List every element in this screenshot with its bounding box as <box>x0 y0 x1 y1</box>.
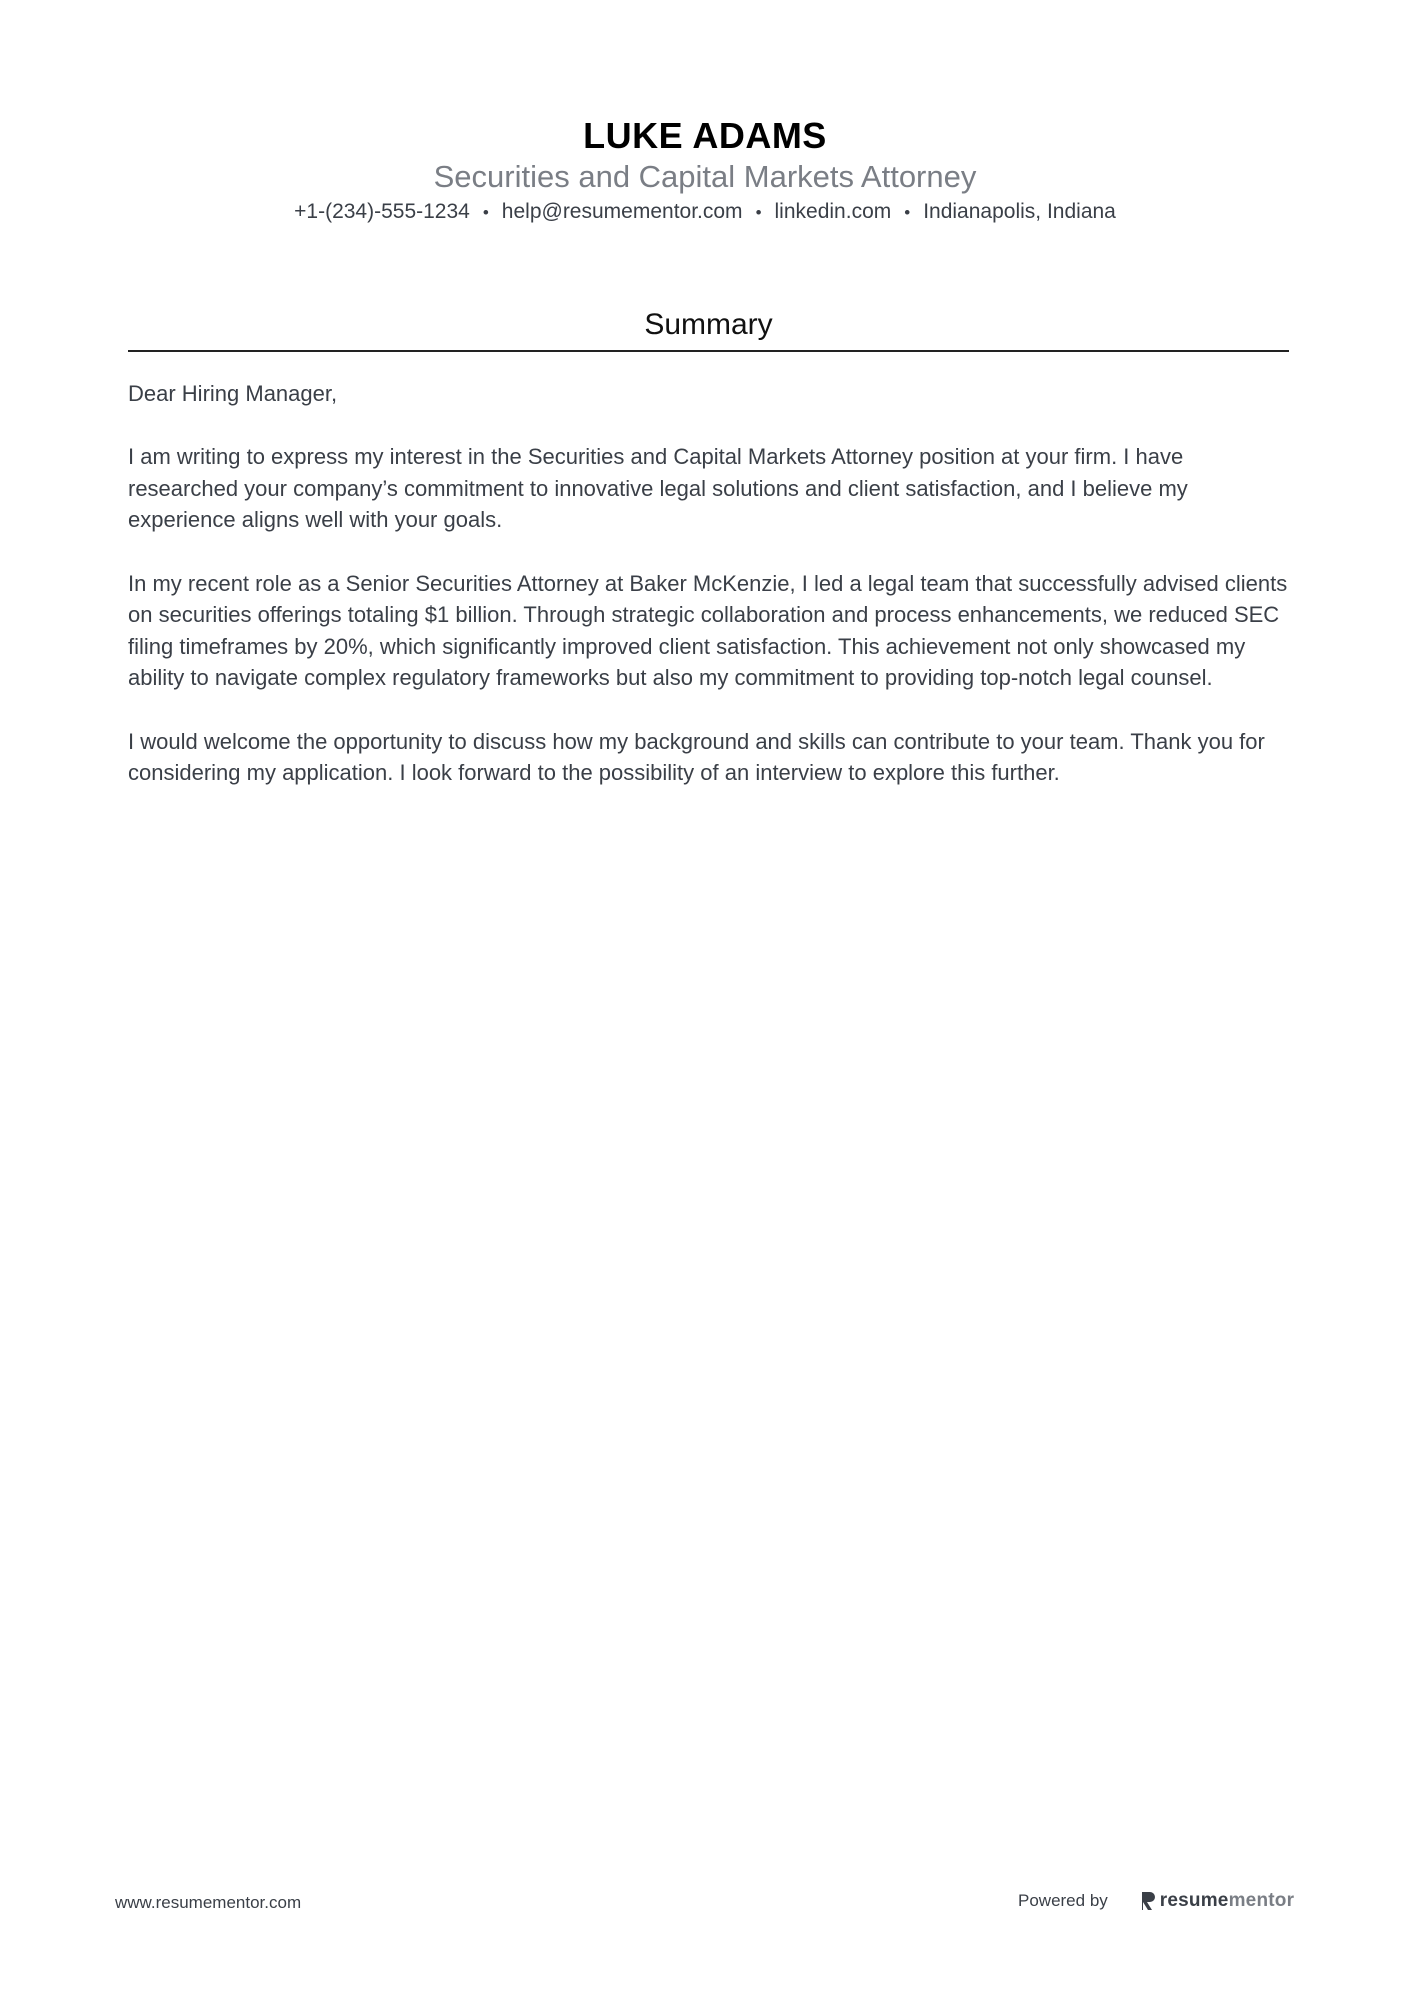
letter-paragraph-3: I would welcome the opportunity to discuss how my background and skills can contribute to your team. Thank you for considering my application. I look forward to the possibility of an interview to explore this further. <box>128 728 1265 786</box>
separator-dot: • <box>482 203 489 222</box>
letter-paragraph-1: I am writing to express my interest in the Securities and Capital Markets Attorney position at your firm. I have researched your company’s commitment to innovative legal solutions and client satisfaction, and I believe my experience aligns well with your goals. <box>128 444 1188 533</box>
header <box>0 114 1410 227</box>
phone-number: +1-(234)-555-1234 <box>294 200 470 223</box>
email-address: help@resumementor.com <box>501 200 743 223</box>
resumementor-logo-icon <box>1140 1890 1156 1912</box>
logo-wordmark-part2: mentor <box>1228 1890 1295 1911</box>
job-title: Securities and Capital Markets Attorney <box>433 159 977 194</box>
footer-website: www.resumementor.com <box>115 1893 302 1912</box>
section-heading-summary: Summary <box>128 304 1289 352</box>
location: Indianapolis, Indiana <box>923 200 1116 223</box>
powered-by-label: Powered by <box>1018 1891 1108 1910</box>
salutation: Dear Hiring Manager, <box>128 381 338 406</box>
logo-wordmark-part1: resume <box>1159 1890 1229 1911</box>
logo-wordmark <box>1160 1890 1294 1912</box>
separator-dot: • <box>904 203 911 222</box>
separator-dot: • <box>755 203 762 222</box>
candidate-name: LUKE ADAMS <box>583 115 827 156</box>
contact-line <box>0 198 1410 227</box>
footer-powered-by <box>1018 1890 1294 1912</box>
linkedin-link: linkedin.com <box>774 200 892 223</box>
resumementor-logo <box>1140 1890 1294 1912</box>
letter-paragraph-2: In my recent role as a Senior Securities Attorney at Baker McKenzie, I led a legal team that successfully advised clients on securities offerings totaling $1 billion. Through strategic collaboration and process enhancements, we reduced SEC filing timeframes by 20%, which significantly improved client satisfaction. This achievement not only showcased my ability to navigate complex regulatory frameworks but also my commitment to providing top-notch legal counsel. <box>128 570 1288 691</box>
letter-body <box>128 378 1293 820</box>
